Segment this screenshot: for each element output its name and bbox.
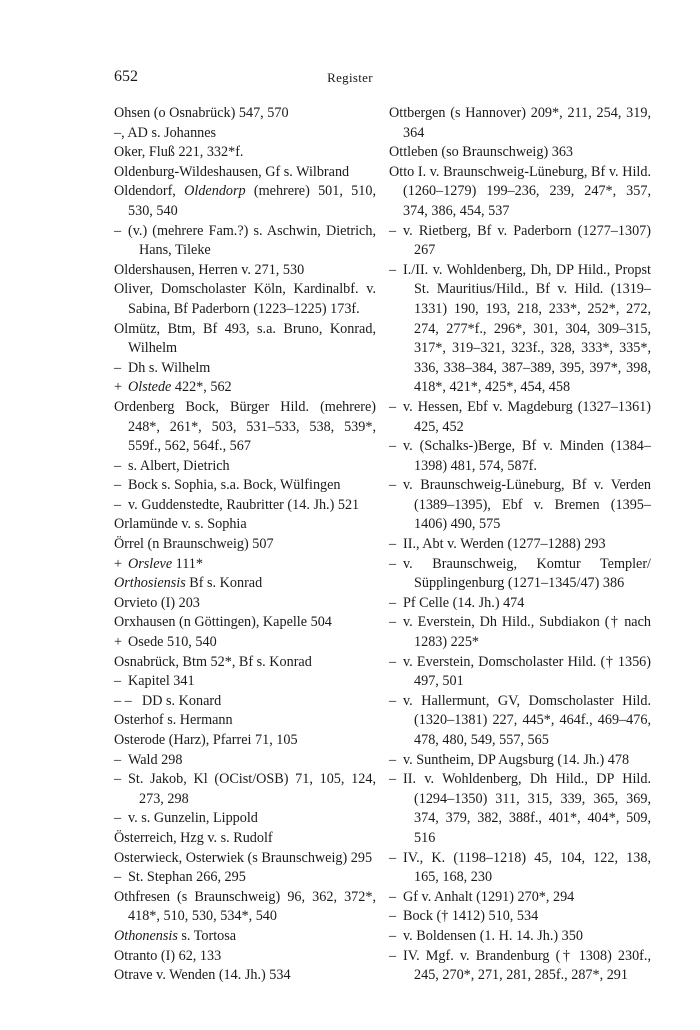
entry-marker: – [114,869,122,886]
index-entry [114,731,376,751]
index-entry [389,535,651,555]
index-entry [389,437,651,476]
index-entry [114,672,376,692]
index-entry [114,457,376,477]
index-entry [389,907,651,927]
entry-marker: – [389,888,397,905]
index-entry [114,770,376,809]
entry-marker: – [114,771,122,788]
index-entry [114,809,376,829]
index-entry [389,751,651,771]
entry-marker: – [114,751,122,768]
entry-marker: – [389,536,397,553]
entry-marker: – [114,222,122,239]
index-entry [114,594,376,614]
index-entry [114,711,376,731]
entry-italic: Orsleve [128,555,173,572]
index-entry [114,888,376,927]
entry-text: Ordenberg Bock, Bürger Hild. (mehrere) 248*, 261*, 503, 531–533, 538, 539*, 559f., 562, 564f., 567 [114,398,376,455]
index-entry [114,927,376,947]
entry-italic: Orthosiensis [114,575,186,592]
index-entry [114,124,376,144]
entry-marker: – [389,398,397,415]
entry-marker: – [389,849,397,866]
index-entry [114,163,376,183]
entry-text: v. Everstein, Dh Hild., Subdiakon († nach 1283) 225* [403,614,651,651]
index-entry [389,476,651,535]
entry-text: Oldendorf, Oldendorp (mehrere) 501, 510, 530, 540 [114,183,377,219]
index-entry [389,613,651,652]
entry-text: Osede 510, 540 [128,634,217,651]
entry-text: Gf v. Anhalt (1291) 270*, 294 [403,888,575,905]
entry-italic: Olstede [128,379,172,396]
entry-text: IV., K. (1198–1218) 45, 104, 122, 138, 165, 168, 230 [403,849,651,886]
index-entry [114,359,376,379]
index-column-left [114,104,376,986]
index-entry [114,398,376,457]
index-entry [389,770,651,848]
index-entry [114,966,376,986]
index-entry [389,947,651,986]
index-entry [114,633,376,653]
entry-text: Otto I. v. Braunschweig-Lüneburg, Bf v. Hild. (1260–1279) 199–236, 239, 247*, 357, 374, 386, 454, 537 [389,163,651,219]
entry-text: v. Suntheim, DP Augsburg (14. Jh.) 478 [403,751,630,768]
index-entry [389,888,651,908]
entry-text: v. Braunschweig, Komtur Templer/ Süpplingenburg (1271–1345/47) 386 [403,555,651,592]
entry-text: IV. Mgf. v. Brandenburg († 1308) 230f., 245, 270*, 271, 281, 285f., 287*, 291 [403,947,651,984]
entry-text: Oliver, Domscholaster Köln, Kardinalbf. v. Sabina, Bf Paderborn (1223–1225) 173f. [114,281,376,317]
entry-text: Oker, Fluß 221, 332*f. [114,144,244,161]
entry-marker: – [389,927,397,944]
index-entry [114,515,376,535]
entry-marker: – [114,477,122,494]
entry-text: Osterwieck, Osterwiek (s Braunschweig) 295 [114,849,373,866]
entry-italic: Oldendorp [184,183,246,200]
entry-text: Kapitel 341 [128,673,195,690]
entry-text: Orsleve 111* [128,555,203,572]
index-entry [389,398,651,437]
entry-text: v. Boldensen (1. H. 14. Jh.) 350 [403,927,583,944]
index-entry [389,849,651,888]
entry-marker: – [114,359,122,376]
entry-text: v. Hallermunt, GV, Domscholaster Hild. (1320–1381) 227, 445*, 464f., 469–476, 478, 480, 549, 557, 565 [403,692,651,748]
entry-marker: – [114,810,122,827]
index-entry [389,555,651,594]
index-entry [114,653,376,673]
index-entry [114,829,376,849]
entry-text: Othonensis s. Tortosa [114,927,237,944]
entry-marker: – [389,692,397,709]
entry-text: Ottbergen (s Hannover) 209*, 211, 254, 319, 364 [389,105,651,141]
index-entry [389,594,651,614]
page-number: 652 [114,68,138,85]
index-entry [114,496,376,516]
entry-text: DD s. Konard [142,692,222,709]
entry-marker: – [389,771,397,788]
index-column-right [389,104,651,986]
entry-text: Osterode (Harz), Pfarrei 71, 105 [114,732,298,748]
index-entry [389,927,651,947]
entry-text: Ottleben (so Braunschweig) 363 [389,144,574,161]
entry-marker: + [114,379,123,396]
index-entry [114,182,376,221]
entry-text: v. Rietberg, Bf v. Paderborn (1277–1307) 267 [403,222,651,259]
entry-text: v. s. Gunzelin, Lippold [128,810,258,827]
index-entry [114,849,376,869]
entry-marker: – [389,477,397,494]
entry-text: St. Stephan 266, 295 [128,869,246,886]
entry-marker: – [114,457,122,474]
entry-text: Otranto (I) 62, 133 [114,947,222,964]
entry-text: (v.) (mehrere Fam.?) s. Aschwin, Dietrich, Hans, Tileke [128,222,376,259]
index-entry [114,613,376,633]
entry-text: Wald 298 [128,751,183,768]
entry-marker: – [389,908,397,925]
entry-marker: – [389,438,397,455]
index-entry [114,555,376,575]
index-entry [114,261,376,281]
index-entry [114,692,376,712]
entry-text: –, AD s. Johannes [114,124,217,141]
entry-marker: + [114,555,123,572]
entry-marker: – [389,614,397,631]
entry-text: Orxhausen (n Göttingen), Kapelle 504 [114,614,332,631]
index-entry [114,535,376,555]
entry-text: Bock († 1412) 510, 534 [403,908,539,925]
index-entry [389,261,651,398]
entry-text: Olstede 422*, 562 [128,379,232,396]
entry-text: v. Guddenstedte, Raubritter (14. Jh.) 521 [128,496,360,513]
entry-text: Oldershausen, Herren v. 271, 530 [114,261,305,278]
index-entry [389,163,651,222]
index-entry [114,751,376,771]
entry-text: Orvieto (I) 203 [114,594,200,611]
entry-text: Örrel (n Braunschweig) 507 [114,536,274,553]
entry-marker: – – [114,692,132,709]
entry-text: II., Abt v. Werden (1277–1288) 293 [403,536,606,553]
entry-marker: – [389,594,397,611]
entry-text: St. Jakob, Kl (OCist/OSB) 71, 105, 124, 273, 298 [128,771,376,807]
index-entry [389,143,651,163]
index-entry [114,104,376,124]
running-title: Register [327,70,373,85]
entry-text: Osnabrück, Btm 52*, Bf s. Konrad [114,653,312,670]
entry-text: Osterhof s. Hermann [114,712,233,729]
index-entry [114,574,376,594]
entry-text: Olmütz, Btm, Bf 493, s.a. Bruno, Konrad, Wilhelm [114,320,376,357]
entry-text: I./II. v. Wohldenberg, Dh, DP Hild., Propst St. Mauritius/Hild., Bf v. Hild. (1319–1331) 190, 193, 218, 233*, 252*, 272, 274, 277*f., 296*, 301, 304, 309–315, 317*, 319–321, 323f., 328, 333*, 335*, 336, 338–384, 387–389, 395, 397*, 398, 418*, 421*, 425*, 454, 458 [403,261,651,396]
page-header [0,68,700,90]
entry-marker: – [389,751,397,768]
index-entry [114,143,376,163]
entry-text: Österreich, Hzg v. s. Rudolf [114,829,273,846]
entry-text: v. Braunschweig-Lüneburg, Bf v. Verden (1389–1395), Ebf v. Bremen (1395–1406) 490, 575 [403,477,651,533]
entry-text: Dh s. Wilhelm [128,359,211,376]
index-entry [389,222,651,261]
index-entry [389,653,651,692]
index-entry [389,692,651,751]
entry-marker: – [389,222,397,239]
entry-text: Oldenburg-Wildeshausen, Gf s. Wilbrand [114,163,350,180]
index-entry [114,378,376,398]
entry-text: II. v. Wohldenberg, Dh Hild., DP Hild. (1294–1350) 311, 315, 339, 365, 369, 374, 379, 382, 388f., 401*, 404*, 509, 516 [403,771,651,846]
entry-marker: – [389,261,397,278]
index-entry [114,320,376,359]
entry-marker: – [114,673,122,690]
index-entry [114,476,376,496]
entry-text: s. Albert, Dietrich [128,457,230,474]
entry-text: v. Everstein, Domscholaster Hild. († 1356) 497, 501 [403,653,651,690]
index-entry [114,222,376,261]
index-entry [389,104,651,143]
entry-text: v. Hessen, Ebf v. Magdeburg (1327–1361) 425, 452 [403,398,651,435]
index-entry [114,868,376,888]
entry-text: Othfresen (s Braunschweig) 96, 362, 372*, 418*, 510, 530, 534*, 540 [114,888,376,925]
entry-marker: – [389,653,397,670]
entry-text: Orthosiensis Bf s. Konrad [114,575,263,592]
entry-italic: Othonensis [114,927,178,944]
entry-text: v. (Schalks-)Berge, Bf v. Minden (1384–1398) 481, 574, 587f. [403,438,651,474]
entry-marker: – [389,555,397,572]
entry-text: Ohsen (o Osnabrück) 547, 570 [114,105,289,121]
entry-text: Pf Celle (14. Jh.) 474 [403,594,525,611]
entry-text: Bock s. Sophia, s.a. Bock, Wülfingen [128,477,341,494]
index-entry [114,280,376,319]
entry-marker: – [389,947,397,964]
entry-text: Otrave v. Wenden (14. Jh.) 534 [114,967,291,984]
entry-text: Orlamünde v. s. Sophia [114,516,247,533]
entry-marker: – [114,496,122,513]
index-entry [114,947,376,967]
entry-marker: + [114,634,123,651]
